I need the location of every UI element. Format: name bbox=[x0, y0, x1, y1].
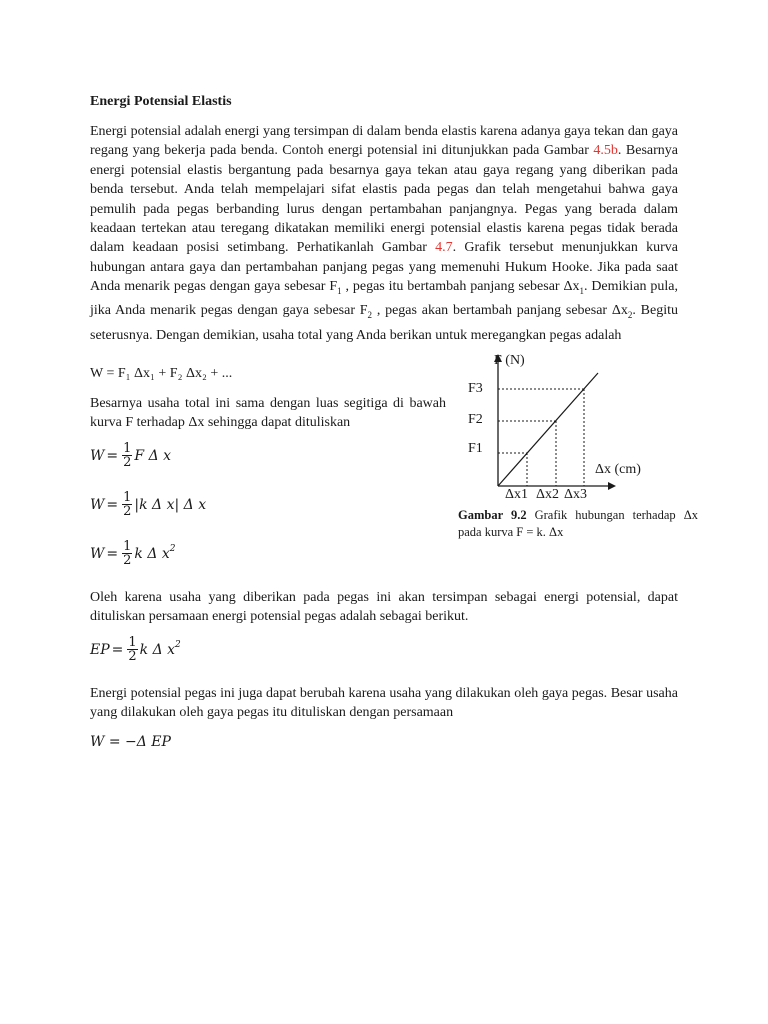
fraction-denominator: 2 bbox=[123, 455, 132, 470]
formula-lhs: W bbox=[90, 496, 105, 513]
formula-lhs: W bbox=[90, 447, 105, 464]
formula-potential-energy: EP = $\frac{1}{2}$ k Δ x $^2$ bbox=[90, 635, 181, 664]
section-title: Energi Potensial Elastis bbox=[90, 94, 232, 109]
paragraph-energy-stored: Oleh karena usaha yang diberikan pada pegas ini akan tersimpan sebagai energi potensial, dapat dituliskan persamaan energi potensial pegas adalah sebagai berikut. bbox=[90, 590, 678, 625]
fraction-numerator: 1 bbox=[123, 441, 132, 456]
caption-text: Grafik hubungan terhadap Δx pada kurva F = k. Δx bbox=[458, 508, 698, 539]
caption-label: Gambar 9.2 bbox=[458, 508, 527, 522]
text-segment: , pegas itu bertambah panjang sebesar Δx bbox=[341, 279, 580, 295]
formula-work-3: W = $\frac{1}{2}$ k Δ x $^2$ bbox=[90, 539, 176, 568]
subscript: 2 bbox=[367, 310, 373, 321]
figure-reference-link[interactable]: 4.7 bbox=[435, 240, 453, 256]
fraction-denominator: 2 bbox=[128, 649, 137, 664]
subscript: 1 bbox=[579, 286, 584, 297]
text-segment: Energi potensial adalah energi yang tersimpan di dalam benda elastis karena adanya gaya tekan dan gaya regang yang bekerja pada benda. Contoh energi potensial ini ditunjukkan pada Gambar bbox=[90, 124, 678, 159]
equation-total-work: W = F₁ Δx₁ + F₂ Δx₂ + ... bbox=[90, 366, 233, 381]
formula-rhs: |k Δ x| Δ x bbox=[134, 496, 207, 513]
formula-work-2: W = $\frac{1}{2}$ |k Δ x| Δ x bbox=[90, 490, 207, 519]
hooke-law-graph bbox=[460, 348, 660, 508]
subscript: 2 bbox=[627, 310, 633, 321]
y-axis-label: F (N) bbox=[494, 353, 525, 368]
fraction-numerator: 1 bbox=[123, 490, 132, 505]
text-segment: . Besarnya energi potensial elastis bergantung pada besarnya gaya tekan atau gaya regang yang diberikan pada benda tersebut. Anda telah mempelajari sifat elastis pada pegas dan telah mengetahui bahwa gaya pemulih pada pegas berbanding lurus dengan pertambahan panjangnya. Pegas yang berada dalam keadaan tertekan atau teregang dikatakan memiliki energi potensial elastis karena pegas tidak berada dalam keadaan posisi setimbang. Perhatikanlah Gambar bbox=[90, 143, 679, 256]
fraction-numerator: 1 bbox=[123, 539, 132, 554]
graph-svg bbox=[460, 348, 660, 508]
fraction-numerator: 1 bbox=[128, 635, 137, 650]
text-segment: . Grafik tersebut menunjukkan kurva hubungan antara gaya dan pertambahan panjang pegas yang memenuhi Hukum Hooke. Jika pada saat Anda menarik pegas dengan gaya sebesar F bbox=[90, 240, 678, 295]
fraction bbox=[122, 491, 132, 518]
tick-dx1: Δx1 bbox=[505, 487, 529, 502]
force-line bbox=[498, 373, 598, 486]
text-segment: . Begitu seterusnya. Dengan demikian, usaha total yang Anda berikan untuk meregangkan pegas adalah bbox=[90, 303, 678, 343]
text-segment: . Demikian pula, jika Anda menarik pegas dengan gaya sebesar F bbox=[90, 279, 678, 319]
formula-work-1: W = $\frac{1}{2}$ F Δ x bbox=[90, 441, 172, 470]
tick-f1: F1 bbox=[468, 441, 483, 456]
paragraph-intro bbox=[90, 122, 678, 345]
fraction bbox=[127, 636, 137, 663]
figure-caption bbox=[458, 507, 698, 541]
subscript: 1 bbox=[337, 286, 342, 297]
formula-lhs: W bbox=[90, 545, 105, 562]
tick-dx2: Δx2 bbox=[536, 487, 560, 502]
formula-rhs: F Δ x bbox=[134, 447, 172, 464]
exponent: 2 bbox=[175, 640, 181, 650]
x-axis-arrow-icon bbox=[608, 482, 616, 490]
tick-f3: F3 bbox=[468, 381, 483, 396]
formula-lhs: EP bbox=[90, 641, 110, 658]
formula-rhs: k Δ x bbox=[134, 545, 170, 562]
tick-dx3: Δx3 bbox=[564, 487, 588, 502]
fraction-denominator: 2 bbox=[123, 553, 132, 568]
exponent: 2 bbox=[169, 544, 176, 554]
paragraph-spring-work: Energi potensial pegas ini juga dapat berubah karena usaha yang dilakukan oleh gaya pegas. Besar usaha yang dilakukan oleh gaya pegas itu dituliskan dengan persamaan bbox=[90, 686, 678, 721]
fraction bbox=[122, 540, 132, 567]
fraction bbox=[122, 442, 132, 469]
figure-reference-link[interactable]: 4.5b bbox=[593, 143, 618, 159]
formula-work-energy: W = −Δ EP bbox=[90, 734, 171, 750]
fraction-denominator: 2 bbox=[123, 504, 132, 519]
x-axis-label: Δx (cm) bbox=[595, 462, 641, 477]
formula-rhs: k Δ x bbox=[139, 641, 176, 658]
text-segment: , pegas akan bertambah panjang sebesar Δx bbox=[372, 303, 628, 319]
paragraph-triangle-area: Besarnya usaha total ini sama dengan luas segitiga di bawah kurva F terhadap Δx sehingga dapat dituliskan bbox=[90, 396, 446, 431]
tick-f2: F2 bbox=[468, 412, 483, 427]
